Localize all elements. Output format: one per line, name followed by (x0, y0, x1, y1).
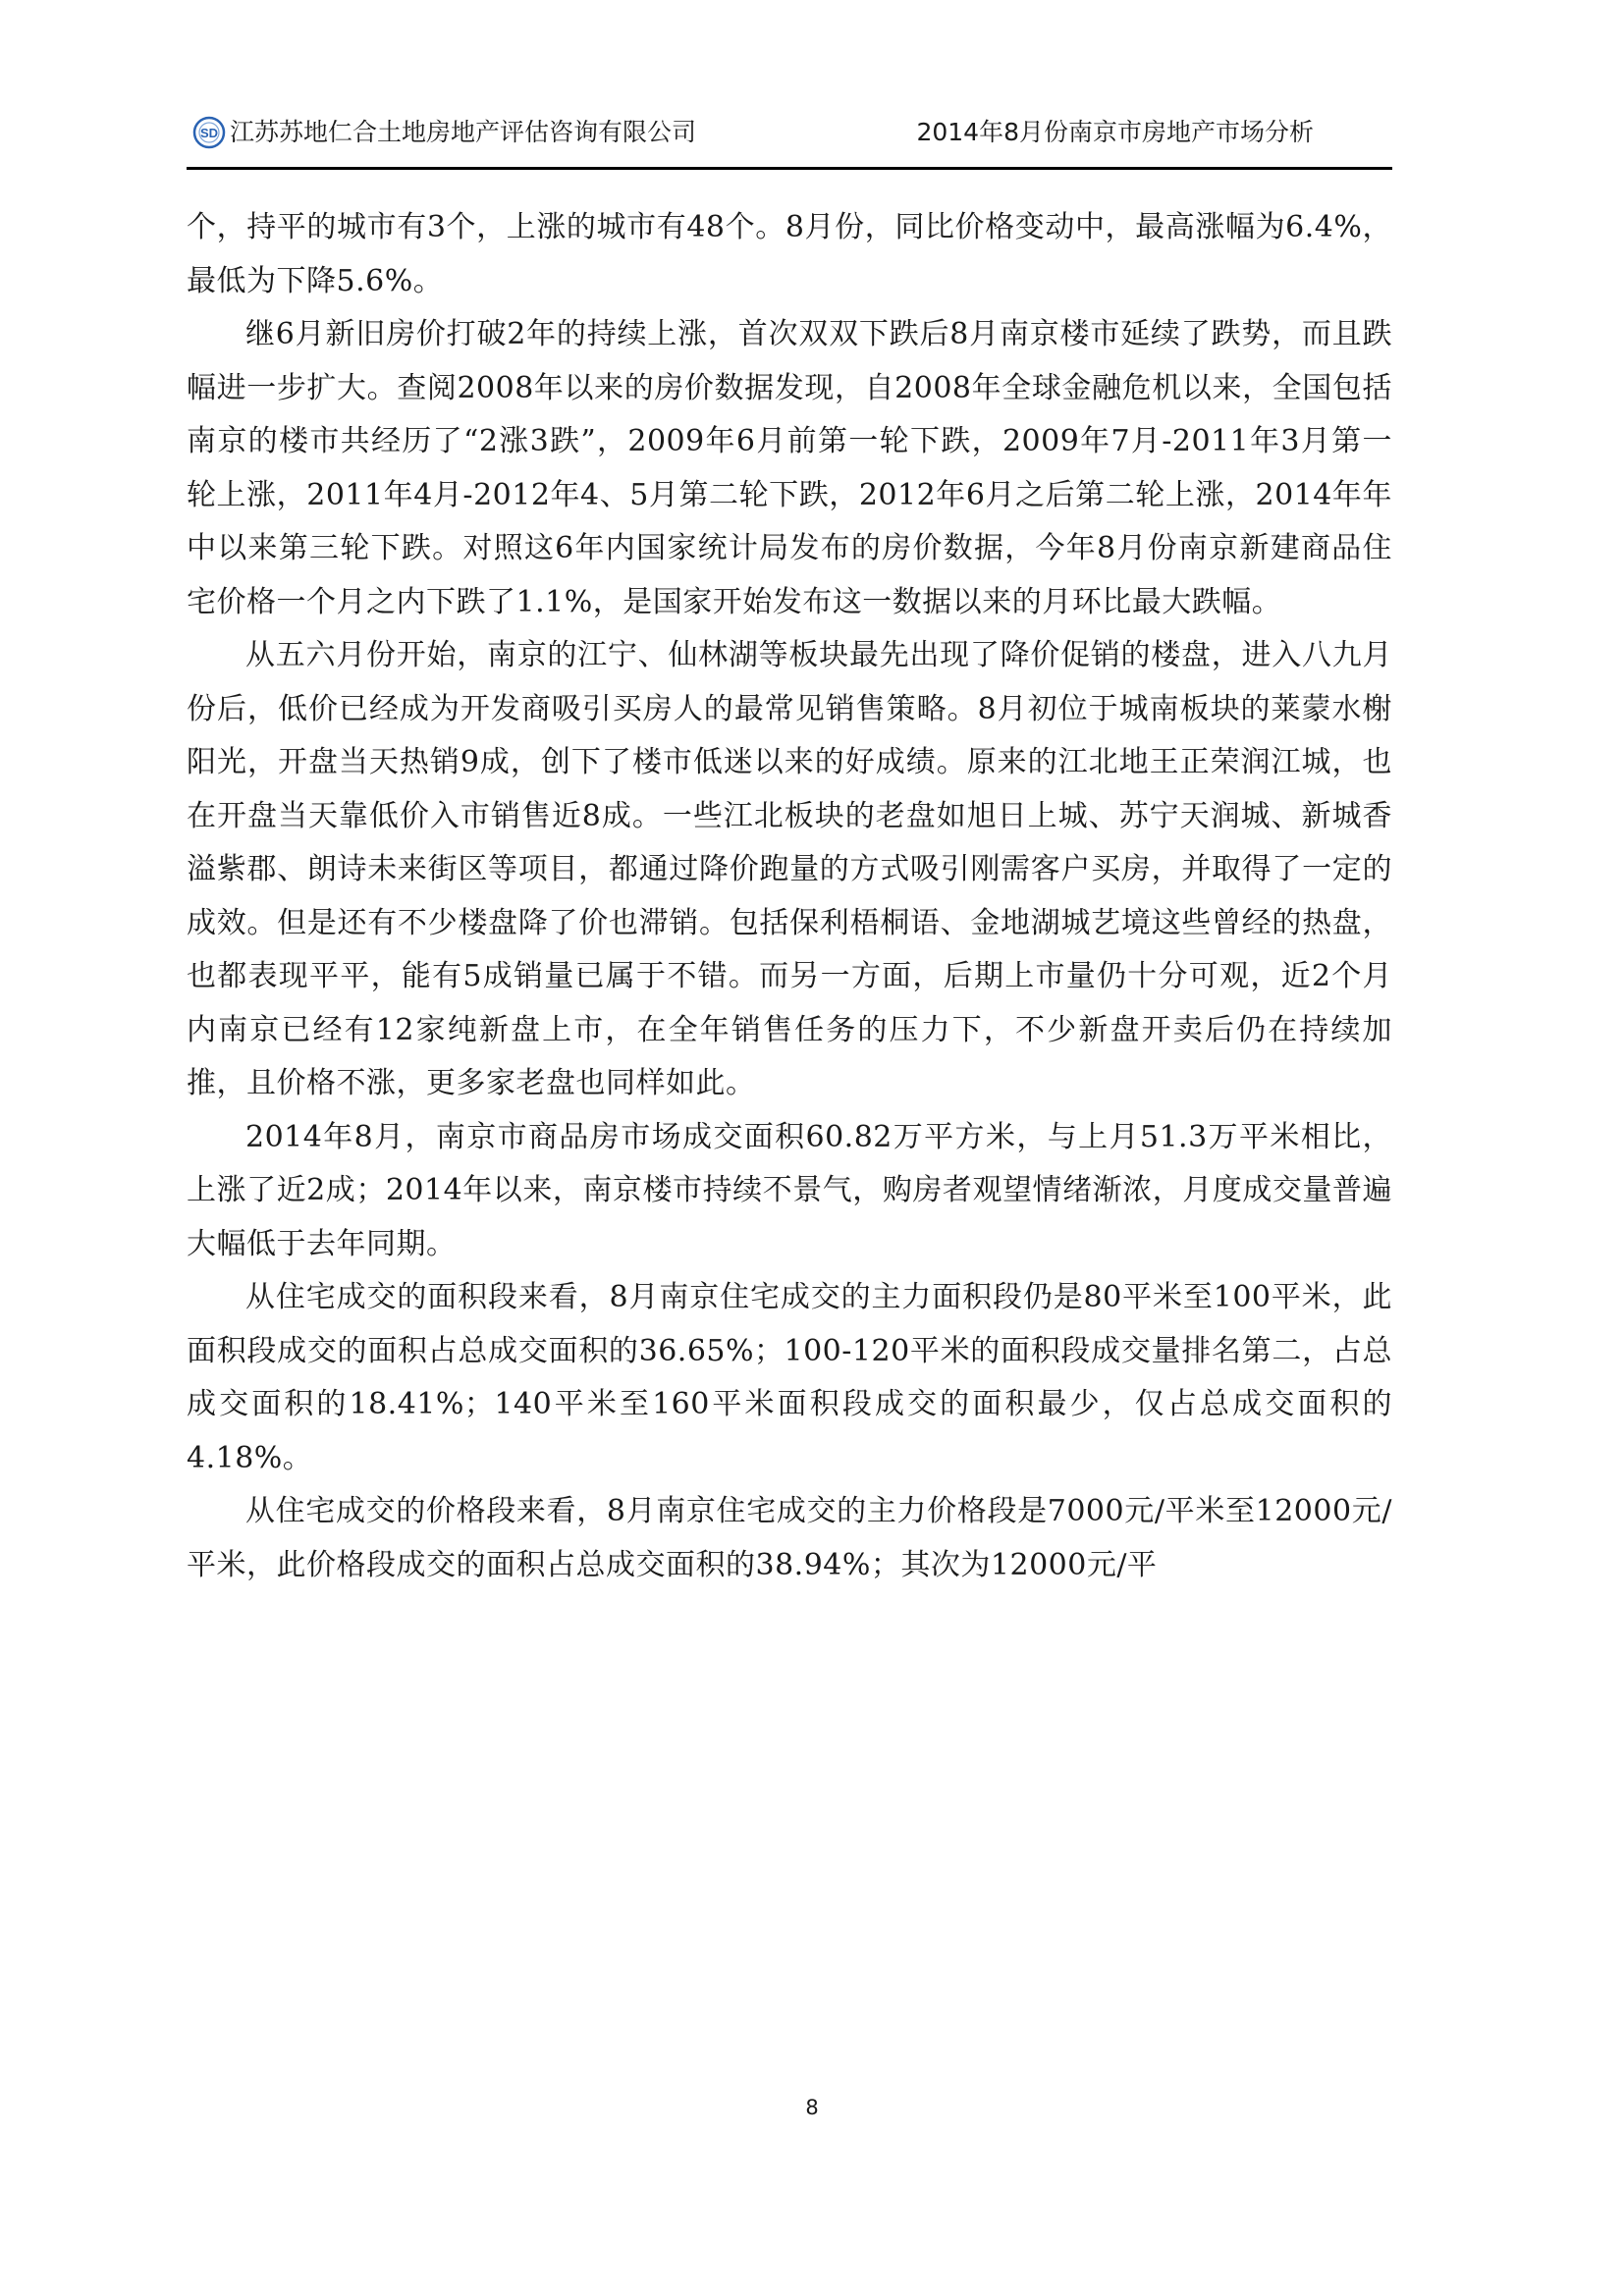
sd-logo-icon (192, 116, 226, 149)
paragraph-transaction-volume: 2014年8月，南京市商品房市场成交面积60.82万平方米，与上月51.3万平米相比，上涨了近2成；2014年以来，南京楼市持续不景气，购房者观望情绪渐浓，月度成交量普遍大幅低于去年同期。 (187, 1119, 1392, 1261)
page-number: 8 (805, 2096, 819, 2119)
page-header (187, 110, 1392, 165)
paragraph-area-segments: 从住宅成交的面积段来看，8月南京住宅成交的主力面积段仍是80平米至100平米，此面积段成交的面积占总成交面积的36.65%；100-120平米的面积段成交量排名第二，占总成交面积的18.41%；140平米至160平米面积段成交的面积最少，仅占总成交面积的4.18%。 (187, 1280, 1392, 1475)
paragraph-price-trend: 继6月新旧房价打破2年的持续上涨，首次双双下跌后8月南京楼市延续了跌势，而且跌幅进一步扩大。查阅2008年以来的房价数据发现，自2008年全球金融危机以来，全国包括南京的楼市共经历了“2涨3跌”，2009年6月前第一轮下跌，2009年7月-2011年3月第一轮上涨，2011年4月-2012年4、5月第二轮下跌，2012年6月之后第二轮上涨，2014年年中以来第三轮下跌。对照这6年内国家统计局发布的房价数据，今年8月份南京新建商品住宅价格一个月之内下跌了1.1%，是国家开始发布这一数据以来的月环比最大跌幅。 (187, 317, 1392, 619)
report-title: 2014年8月份南京市房地产市场分析 (916, 118, 1314, 146)
header-divider (187, 167, 1392, 170)
svg-text:SD: SD (199, 126, 219, 140)
paragraph-continued: 个，持平的城市有3个，上涨的城市有48个。8月份，同比价格变动中，最高涨幅为6.4%，最低为下降5.6%。 (187, 210, 1392, 298)
document-body (187, 201, 1392, 1592)
paragraph-promotions: 从五六月份开始，南京的江宁、仙林湖等板块最先出现了降价促销的楼盘，进入八九月份后，低价已经成为开发商吸引买房人的最常见销售策略。8月初位于城南板块的莱蒙水榭阳光，开盘当天热销9成，创下了楼市低迷以来的好成绩。原来的江北地王正荣润江城，也在开盘当天靠低价入市销售近8成。一些江北板块的老盘如旭日上城、苏宁天润城、新城香溢紫郡、朗诗未来街区等项目，都通过降价跑量的方式吸引刚需客户买房，并取得了一定的成效。但是还有不少楼盘降了价也滞销。包括保利梧桐语、金地湖城艺境这些曾经的热盘，也都表现平平，能有5成销量已属于不错。而另一方面，后期上市量仍十分可观，近2个月内南京已经有12家纯新盘上市，在全年销售任务的压力下，不少新盘开卖后仍在持续加推，且价格不涨，更多家老盘也同样如此。 (187, 638, 1392, 1100)
paragraph-price-segments: 从住宅成交的价格段来看，8月南京住宅成交的主力价格段是7000元/平米至12000元/平米，此价格段成交的面积占总成交面积的38.94%；其次为12000元/平 (187, 1494, 1392, 1582)
company-name: 江苏苏地仁合土地房地产评估咨询有限公司 (230, 118, 697, 146)
